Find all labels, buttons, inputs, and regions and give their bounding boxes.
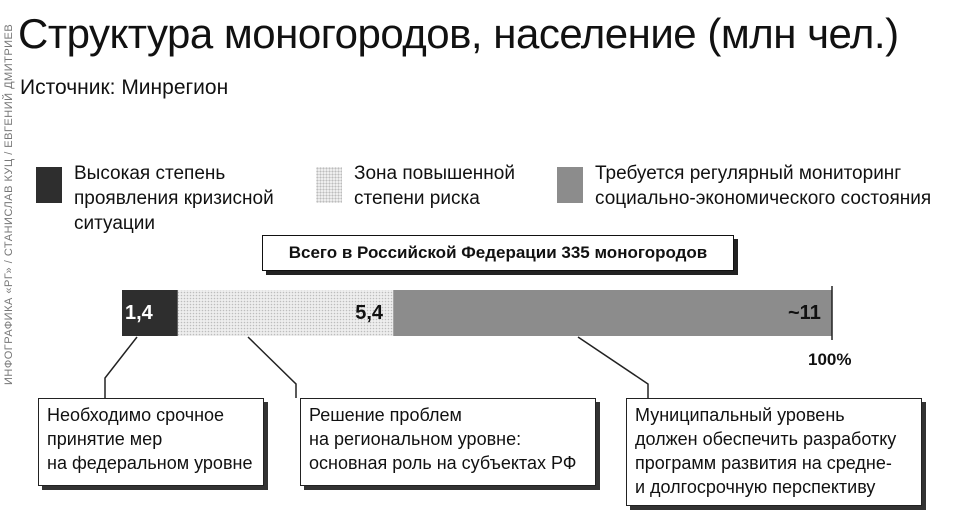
legend-label-crisis-line1: Высокая степень (74, 163, 226, 184)
legend-label-crisis-line2: проявления кризисной (74, 188, 274, 209)
leader-line-crisis (105, 337, 137, 398)
legend-label-risk-line2: степени риска (354, 188, 480, 209)
credit-line: ИНФОГРАФИКА «РГ» / СТАНИСЛАВ КУЦ / ЕВГЕНИЙ ДМИТРИЕВ (3, 23, 15, 385)
legend-label-crisis-line3: ситуации (74, 213, 155, 234)
leader-line-risk (248, 337, 296, 398)
note-regional-line2: на региональном уровне: (309, 429, 522, 449)
total-box: Всего в Российской Федерации 335 моногородов (262, 235, 734, 271)
note-municipal (626, 398, 922, 506)
note-municipal-line3: программ развития на средне- (635, 453, 892, 473)
note-federal (38, 398, 264, 486)
note-municipal-line4: и долгосрочную перспективу (635, 477, 876, 497)
legend-label-monitoring-line1: Требуется регулярный мониторинг (595, 163, 902, 184)
bar-end-label: 100% (808, 350, 852, 369)
note-municipal-line2: должен обеспечить разработку (635, 429, 897, 449)
bar-value-label-crisis: 1,4 (125, 302, 153, 324)
note-regional-line3: основная роль на субъектах РФ (309, 453, 577, 473)
note-federal-line2: принятие мер (47, 429, 163, 449)
source-line: Источник: Минрегион (20, 76, 229, 99)
note-federal-line1: Необходимо срочное (47, 405, 225, 425)
leader-line-monitoring (578, 337, 648, 398)
note-regional-line1: Решение проблем (309, 405, 462, 425)
bar-value-label-monitoring: ~11 (788, 302, 821, 324)
chart-title: Структура моногородов, население (млн чел.) (18, 10, 899, 57)
note-regional (300, 398, 596, 486)
note-federal-line3: на федеральном уровне (47, 453, 253, 473)
note-municipal-line1: Муниципальный уровень (635, 405, 845, 425)
legend-label-risk-line1: Зона повышенной (354, 163, 515, 184)
legend-label-monitoring-line2: социально-экономического состояния (595, 188, 932, 209)
bar-value-label-risk: 5,4 (355, 302, 384, 324)
